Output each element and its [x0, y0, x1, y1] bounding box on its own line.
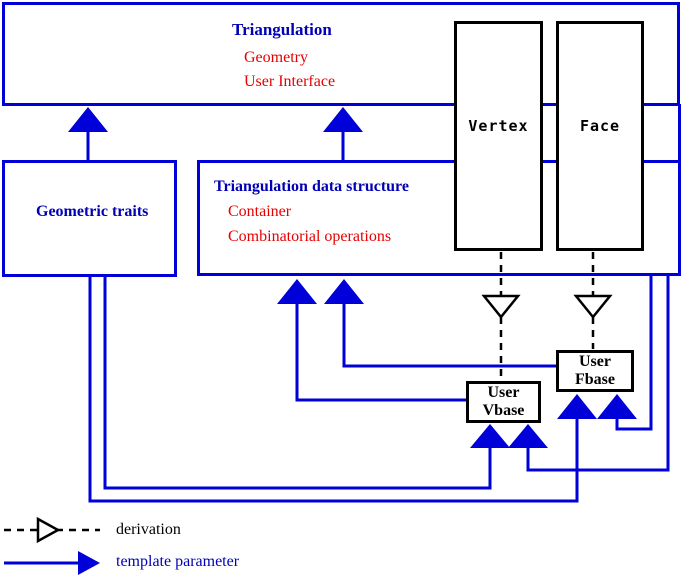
legend-derivation-label: derivation [116, 521, 181, 538]
tp-arrowhead-traits-to-triangulation [68, 107, 108, 132]
triangulation-title: Triangulation [232, 20, 332, 39]
user-vbase-line2: Vbase [482, 401, 525, 419]
user-fbase-label [556, 353, 634, 388]
tp-arrowhead-vbase-to-tds [277, 279, 317, 304]
tp-wire-fbase-to-tds [344, 304, 556, 366]
tp-arrowhead-tds-to-triangulation [323, 107, 363, 132]
vertex-title: Vertex [468, 117, 529, 135]
vertex-box [454, 21, 543, 251]
triangulation-item-geometry: Geometry [244, 49, 308, 66]
tp-arrowhead-fbase-to-tds [324, 279, 364, 304]
user-fbase-line2: Fbase [575, 370, 615, 388]
derivation-triangle-vertex [484, 296, 518, 317]
face-title: Face [579, 117, 621, 135]
tds-item-container: Container [228, 203, 292, 220]
user-vbase-label [466, 384, 541, 419]
user-vbase-line1: User [487, 384, 520, 401]
tds-item-combinatorial-operations: Combinatorial operations [228, 228, 392, 245]
triangulation-item-user-interface: User Interface [244, 73, 336, 90]
tp-arrowhead-traits-to-vbase [470, 424, 510, 448]
tp-wire-vbase-to-tds [297, 304, 466, 400]
tp-arrowhead-tds-to-fbase [597, 394, 637, 419]
tds-title: Triangulation data structure [214, 178, 409, 195]
derivation-triangle-face [576, 296, 610, 317]
user-fbase-line1: User [579, 353, 611, 370]
legend-derivation-triangle-icon [38, 519, 58, 541]
legend-template-parameter-arrow-icon [78, 551, 100, 575]
geometric-traits-title: Geometric traits [36, 203, 149, 220]
tp-arrowhead-tds-to-vbase [508, 424, 548, 448]
tp-arrowhead-traits-to-fbase [557, 394, 597, 419]
face-box [556, 21, 644, 251]
legend-template-parameter-label: template parameter [116, 553, 240, 570]
